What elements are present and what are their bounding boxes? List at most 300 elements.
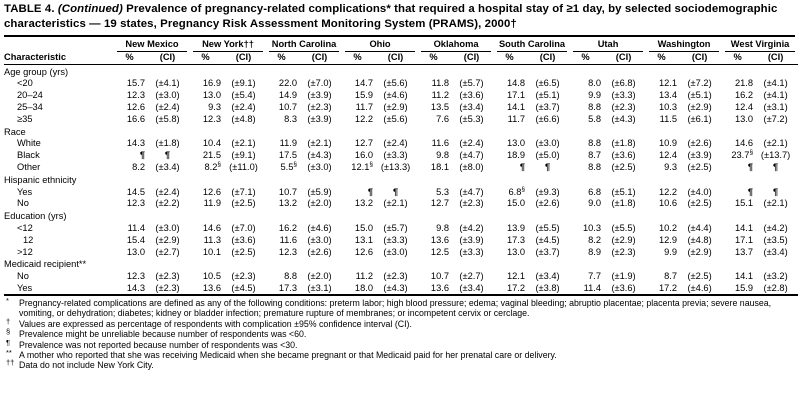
percent-header: % [646, 52, 677, 65]
pct-cell: 12.7 [354, 138, 374, 149]
pct-cell: 17.5 [278, 150, 298, 161]
ci-cell: (±1.8) [155, 138, 180, 149]
section-row [4, 64, 798, 77]
pct-cell: 14.1 [734, 222, 754, 233]
ci-cell: (±5.5) [611, 222, 636, 233]
pct-cell [114, 150, 145, 162]
ci-cell: (±3.5) [763, 234, 788, 245]
pct-cell: 17.2 [506, 282, 526, 293]
ci-cell: (±5.5) [535, 222, 560, 233]
pct-cell: 12.6 [354, 246, 374, 257]
ci-cell: (±3.7) [535, 102, 560, 112]
ci-cell: (±1.8) [611, 138, 636, 149]
state-header-label: Washington [649, 39, 719, 52]
pct-cell: 8.2§ [204, 160, 221, 172]
ci-cell: (±7.1) [231, 186, 256, 197]
pct-cell [342, 186, 373, 198]
pct-cell: 14.9 [278, 90, 298, 101]
ci-cell: (±4.6) [383, 90, 408, 101]
pct-cell: 13.0 [734, 113, 754, 124]
ci-cell: (±2.5) [231, 246, 256, 257]
subheader-row [4, 52, 798, 65]
ci-cell: (±3.0) [307, 234, 332, 245]
footnote-double-asterisk [4, 347, 795, 360]
ci-cell: (±5.8) [155, 113, 180, 124]
ci-header: (CI) [601, 52, 646, 65]
pct-cell: 11.6 [279, 234, 298, 245]
ci-cell: (±5.1) [611, 186, 636, 197]
pct-cell: 12.1 [506, 271, 526, 282]
pct-cell: 12.2 [354, 113, 374, 124]
ci-cell: (±4.0) [687, 186, 712, 197]
ci-cell: (±2.4) [231, 102, 256, 112]
pct-cell: 11.5 [659, 113, 678, 124]
pct-cell: 16.0 [354, 150, 374, 161]
ci-cell: (±3.0) [535, 138, 560, 149]
pct-cell: 17.3 [278, 282, 298, 293]
ci-cell: (±3.2) [763, 271, 788, 282]
ci-cell [753, 161, 798, 173]
pct-cell: 15.0 [506, 198, 526, 209]
state-header [114, 38, 190, 52]
row-label: 25–34 [17, 102, 43, 112]
table-row [4, 246, 798, 258]
ci-cell: (±4.1) [763, 90, 788, 101]
ci-header: (CI) [449, 52, 494, 65]
ci-cell: (±4.8) [687, 234, 712, 245]
pct-cell: 13.7 [734, 246, 754, 257]
footnote-pilcrow [4, 337, 795, 350]
ci-cell: (±3.4) [155, 161, 180, 172]
ci-cell: (±3.9) [307, 90, 332, 101]
ci-cell: (±4.3) [611, 113, 636, 124]
state-header-label: Utah [573, 39, 643, 52]
pct-cell: 10.3 [658, 102, 678, 112]
not-reported-pilcrow: ¶ [544, 161, 551, 172]
section-row [4, 210, 798, 223]
not-reported-pilcrow: ¶ [747, 161, 754, 172]
ci-cell: (±3.0) [155, 222, 180, 233]
ci-cell: (±3.1) [307, 282, 332, 293]
percent-header: % [190, 52, 221, 65]
pct-cell: 10.2 [658, 222, 678, 233]
pct-cell: 10.9 [658, 138, 678, 149]
state-header-label: New York†† [193, 39, 263, 52]
ci-cell: (±4.1) [155, 78, 180, 89]
pct-cell: 7.7 [588, 271, 602, 282]
pct-cell: 14.1 [734, 271, 754, 282]
pct-cell: 14.5 [126, 186, 145, 197]
pct-cell: 13.6 [430, 282, 450, 293]
ci-header: (CI) [221, 52, 266, 65]
unreliable-section-mark: § [749, 149, 754, 157]
ci-cell: (±3.8) [535, 282, 560, 293]
ci-cell: (±3.4) [459, 102, 484, 112]
pct-cell: 11.9 [279, 138, 298, 149]
row-label: 12 [23, 234, 34, 245]
ci-cell: (±2.9) [687, 246, 712, 257]
row-label: Yes [17, 282, 33, 293]
pct-cell: 21.8 [734, 78, 754, 89]
footnote-text: Values are expressed as percentage of respondents with complication ±95% confidence interval (CI). [19, 318, 412, 329]
state-header [342, 38, 418, 52]
pct-cell: 17.2 [658, 282, 678, 293]
ci-cell: (±2.9) [611, 234, 636, 245]
ci-cell: (±2.0) [307, 198, 332, 209]
row-label: <20 [17, 78, 33, 89]
table-row [4, 282, 798, 295]
percent-header: % [494, 52, 525, 65]
ci-cell: (±4.3) [307, 150, 332, 161]
ci-cell: (±2.5) [611, 161, 636, 172]
state-header [646, 38, 722, 52]
table-title-rest: Prevalence of pregnancy-related complications* that required a hospital stay of ≥1 day, by selected sociodemographic characteristics — 19 states, Pregnancy Risk Assessment Monitoring System (PRAMS), 2000† [4, 3, 778, 30]
ci-header: (CI) [525, 52, 570, 65]
ci-cell: (±2.3) [155, 271, 180, 282]
pct-cell: 14.3 [126, 138, 145, 149]
state-header [190, 38, 266, 52]
ci-cell: (±4.8) [231, 113, 256, 124]
pct-cell: 13.4 [658, 90, 678, 101]
ci-cell: (±3.4) [763, 246, 788, 257]
ci-cell: (±3.6) [611, 150, 636, 161]
percent-header: % [266, 52, 297, 65]
footnote-section [4, 329, 795, 339]
footnote-symbol: * [6, 296, 9, 306]
footnote-text: Data do not include New York City. [19, 360, 154, 371]
ci-cell: (±2.4) [383, 138, 408, 149]
ci-cell: (±4.2) [763, 222, 788, 233]
ci-cell: (±4.4) [687, 222, 712, 233]
ci-cell: (±8.0) [459, 161, 484, 172]
ci-cell: (±3.0) [155, 90, 180, 101]
ci-header: (CI) [753, 52, 798, 65]
ci-cell: (±5.1) [687, 90, 712, 101]
unreliable-section-mark: § [521, 185, 526, 193]
pct-cell: 12.3 [126, 271, 145, 282]
pct-cell: 10.1 [202, 246, 221, 257]
state-header-label: North Carolina [269, 39, 339, 52]
pct-cell: 5.5§ [280, 160, 298, 172]
pct-cell: 6.8§ [508, 185, 526, 197]
unreliable-section-mark: § [293, 160, 298, 168]
pct-cell: 10.5 [202, 271, 221, 282]
ci-cell: (±4.7) [459, 150, 484, 161]
ci-cell: (±5.9) [307, 186, 332, 197]
pct-cell: 12.7 [430, 198, 450, 209]
footnote-text: Prevalence might be unreliable because number of respondents was <60. [19, 329, 307, 340]
pct-cell: 9.8 [436, 222, 450, 233]
prevalence-table [4, 38, 798, 296]
ci-cell: (±2.3) [383, 271, 408, 282]
state-header [722, 38, 798, 52]
state-header-row [4, 38, 798, 52]
pct-cell: 9.3 [208, 102, 221, 112]
table-row [4, 186, 798, 198]
pct-cell: 11.7 [507, 113, 526, 124]
not-reported-pilcrow: ¶ [392, 186, 399, 197]
ci-cell: (±2.5) [687, 161, 712, 172]
pct-cell: 8.8 [588, 138, 602, 149]
ci-cell: (±3.1) [763, 102, 788, 112]
ci-cell: (±3.4) [459, 282, 484, 293]
footnote-text: Pregnancy-related complications are defined as any of the following conditions: preterm labor; high blood pressure; edema; vaginal bleeding; abruptio placentae; placenta previa; severe nausea, vomiting, or dehydration; diabetes; kidney or bladder infection; premature rupture of membranes; or incompetent cervix or cerclage. [19, 298, 772, 319]
section-row [4, 125, 798, 138]
pct-cell: 16.2 [278, 222, 298, 233]
ci-cell: (±7.2) [687, 78, 712, 89]
ci-cell: (±3.3) [383, 234, 408, 245]
ci-cell: (±5.6) [383, 78, 408, 89]
ci-cell: (±3.3) [383, 150, 408, 161]
pct-cell: 5.8 [588, 113, 602, 124]
ci-cell: (±13.3) [380, 161, 411, 172]
pct-cell: 15.9 [354, 90, 374, 101]
ci-header: (CI) [297, 52, 342, 65]
pct-cell: 8.7 [588, 150, 602, 161]
state-header-label: South Carolina [497, 39, 567, 52]
footnote-asterisk [4, 298, 795, 319]
ci-cell: (±2.3) [611, 246, 636, 257]
ci-cell: (±2.6) [687, 138, 712, 149]
pct-cell: 10.7 [278, 102, 298, 112]
pct-cell: 14.6 [202, 222, 221, 233]
pct-cell: 21.5 [202, 150, 221, 161]
footnote-dagger [4, 316, 795, 329]
row-label: White [17, 138, 41, 149]
row-label: Black [17, 150, 40, 161]
pct-cell: 13.6 [202, 282, 221, 293]
footnotes [4, 298, 795, 371]
ci-cell: (±4.7) [459, 186, 484, 197]
percent-header: % [342, 52, 373, 65]
row-label: No [17, 198, 29, 209]
ci-cell: (±1.9) [611, 271, 636, 282]
pct-cell: 16.6 [126, 113, 145, 124]
pct-cell: 8.3 [284, 113, 298, 124]
footnote-symbol: † [6, 316, 11, 326]
pct-cell: 10.3 [582, 222, 602, 233]
ci-cell: (±6.6) [535, 113, 560, 124]
pct-cell: 14.8 [506, 78, 526, 89]
table-row [4, 161, 798, 173]
ci-cell [145, 150, 190, 162]
pct-cell: 13.0 [202, 90, 221, 101]
ci-cell: (±5.4) [231, 90, 256, 101]
table-row [4, 234, 798, 246]
ci-cell: (±4.2) [459, 222, 484, 233]
state-header [418, 38, 494, 52]
pct-cell: 9.9 [588, 90, 602, 101]
table-title [4, 2, 795, 37]
row-label: >12 [17, 246, 33, 257]
pct-cell: 8.8 [588, 102, 602, 112]
ci-cell: (±2.5) [687, 198, 712, 209]
ci-header: (CI) [677, 52, 722, 65]
pct-cell: 11.2 [431, 90, 450, 101]
ci-cell: (±3.3) [611, 90, 636, 101]
pct-cell: 15.9 [734, 282, 754, 293]
ci-cell: (±2.2) [155, 198, 180, 209]
ci-cell: (±1.8) [611, 198, 636, 209]
pct-cell: 13.1 [354, 234, 374, 245]
percent-header: % [570, 52, 601, 65]
footnote-symbol: ** [6, 347, 12, 357]
ci-cell: (±3.4) [535, 271, 560, 282]
state-header-label: West Virginia [725, 39, 795, 52]
ci-cell: (±4.6) [307, 222, 332, 233]
footnote-double-dagger [4, 360, 795, 370]
ci-cell: (±2.3) [307, 102, 332, 112]
not-reported-pilcrow: ¶ [367, 186, 374, 197]
section-label: Race [4, 126, 26, 137]
pct-cell: 8.9 [588, 246, 602, 257]
row-label: 20–24 [17, 90, 43, 101]
pct-cell: 8.8 [284, 271, 298, 282]
not-reported-pilcrow: ¶ [747, 186, 754, 197]
pct-cell: 13.0 [126, 246, 145, 257]
table-row [4, 271, 798, 283]
ci-cell: (±5.3) [459, 113, 484, 124]
row-label: ≥35 [17, 113, 33, 124]
pct-cell: 15.1 [734, 198, 754, 209]
footnote-text: A mother who reported that she was receiving Medicaid when she became pregnant or that Medicaid paid for her prenatal care or delivery. [19, 349, 557, 360]
pct-cell: 15.0 [354, 222, 374, 233]
pct-cell: 12.3 [126, 198, 145, 209]
pct-cell: 17.1 [506, 90, 526, 101]
ci-cell: (±3.3) [459, 246, 484, 257]
pct-cell: 11.8 [431, 78, 450, 89]
characteristic-header: Characteristic [4, 38, 114, 65]
footnote-symbol: § [6, 327, 11, 337]
pct-cell: 10.7 [278, 186, 298, 197]
ci-cell: (±2.0) [307, 271, 332, 282]
ci-cell: (±2.5) [687, 271, 712, 282]
not-reported-pilcrow: ¶ [139, 150, 145, 161]
ci-cell: (±3.6) [231, 234, 256, 245]
table-row [4, 150, 798, 162]
pct-cell: 12.3 [202, 113, 221, 124]
ci-header: (CI) [373, 52, 418, 65]
pct-cell [722, 161, 753, 173]
not-reported-pilcrow: ¶ [164, 150, 171, 161]
ci-cell: (±2.4) [155, 186, 180, 197]
pct-cell [722, 186, 753, 198]
ci-cell: (±6.1) [687, 113, 712, 124]
ci-cell: (±2.4) [459, 138, 484, 149]
pct-cell: 11.7 [355, 102, 374, 112]
percent-header: % [114, 52, 145, 65]
section-label: Medicaid recipient** [4, 259, 87, 270]
pct-cell: 12.1§ [351, 160, 374, 172]
unreliable-section-mark: § [217, 160, 221, 168]
ci-cell: (±3.6) [459, 90, 484, 101]
pct-cell: 9.3 [664, 161, 678, 172]
footnote-symbol: ¶ [6, 337, 11, 347]
ci-cell: (±5.6) [383, 113, 408, 124]
pct-cell: 13.0 [506, 138, 526, 149]
ci-cell: (±11.0) [229, 161, 258, 172]
pct-cell: 14.7 [354, 78, 374, 89]
ci-cell: (±3.9) [307, 113, 332, 124]
pct-cell: 12.4 [734, 102, 754, 112]
pct-cell: 5.3 [436, 186, 450, 197]
table-row [4, 222, 798, 234]
ci-cell [373, 186, 418, 198]
pct-cell: 10.4 [202, 138, 221, 149]
table-row [4, 113, 798, 125]
pct-cell: 12.1 [658, 78, 678, 89]
pct-cell: 18.0 [354, 282, 374, 293]
pct-cell: 12.6 [126, 102, 145, 112]
ci-cell: (±4.6) [687, 282, 712, 293]
table-title-prefix: TABLE 4. [4, 3, 58, 15]
ci-cell: (±7.2) [763, 113, 788, 124]
pct-cell: 13.6 [430, 234, 450, 245]
ci-cell: (±4.3) [383, 282, 408, 293]
ci-cell: (±2.5) [231, 198, 256, 209]
ci-cell: (±2.9) [383, 102, 408, 112]
ci-cell: (±4.1) [763, 78, 788, 89]
ci-cell: (±7.0) [307, 78, 332, 89]
pct-cell: 10.6 [658, 198, 678, 209]
ci-cell: (±2.3) [155, 282, 180, 293]
section-row [4, 173, 798, 186]
pct-cell: 7.6 [436, 113, 450, 124]
pct-cell: 22.0 [278, 78, 298, 89]
table-row [4, 198, 798, 210]
pct-cell: 13.2 [354, 198, 374, 209]
pct-cell: 8.0 [588, 78, 602, 89]
pct-cell: 18.9 [506, 150, 526, 161]
pct-cell: 16.2 [734, 90, 754, 101]
table-row [4, 90, 798, 102]
not-reported-pilcrow: ¶ [772, 161, 779, 172]
ci-cell: (±2.1) [231, 138, 256, 149]
ci-cell: (±3.0) [383, 246, 408, 257]
pct-cell: 11.3 [203, 234, 221, 245]
ci-cell: (±5.7) [459, 78, 484, 89]
state-header [570, 38, 646, 52]
state-header-label: Ohio [345, 39, 415, 52]
ci-cell: (±3.9) [459, 234, 484, 245]
pct-cell: 11.6 [431, 138, 450, 149]
pct-cell: 11.4 [583, 282, 602, 293]
ci-cell: (±2.9) [155, 234, 180, 245]
pct-cell: 16.9 [202, 78, 221, 89]
pct-cell: 23.7§ [731, 149, 754, 161]
table-row [4, 138, 798, 150]
ci-header: (CI) [145, 52, 190, 65]
pct-cell: 9.8 [436, 150, 450, 161]
section-label: Education (yrs) [4, 211, 67, 222]
ci-cell: (±3.6) [611, 282, 636, 293]
pct-cell: 13.2 [278, 198, 298, 209]
ci-cell: (±2.1) [307, 138, 332, 149]
unreliable-section-mark: § [369, 160, 374, 168]
ci-cell: (±2.4) [155, 102, 180, 112]
pct-cell: 8.7 [664, 271, 678, 282]
section-label: Age group (yrs) [4, 66, 69, 77]
ci-cell: (±5.1) [535, 90, 560, 101]
ci-cell: (±2.3) [459, 198, 484, 209]
row-label: <12 [17, 222, 33, 233]
ci-cell [525, 161, 570, 173]
ci-cell: (±2.3) [611, 102, 636, 112]
pct-cell: 13.0 [506, 246, 526, 257]
pct-cell: 12.3 [126, 90, 145, 101]
pct-cell: 11.4 [127, 222, 145, 233]
pct-cell: 8.2 [588, 234, 602, 245]
